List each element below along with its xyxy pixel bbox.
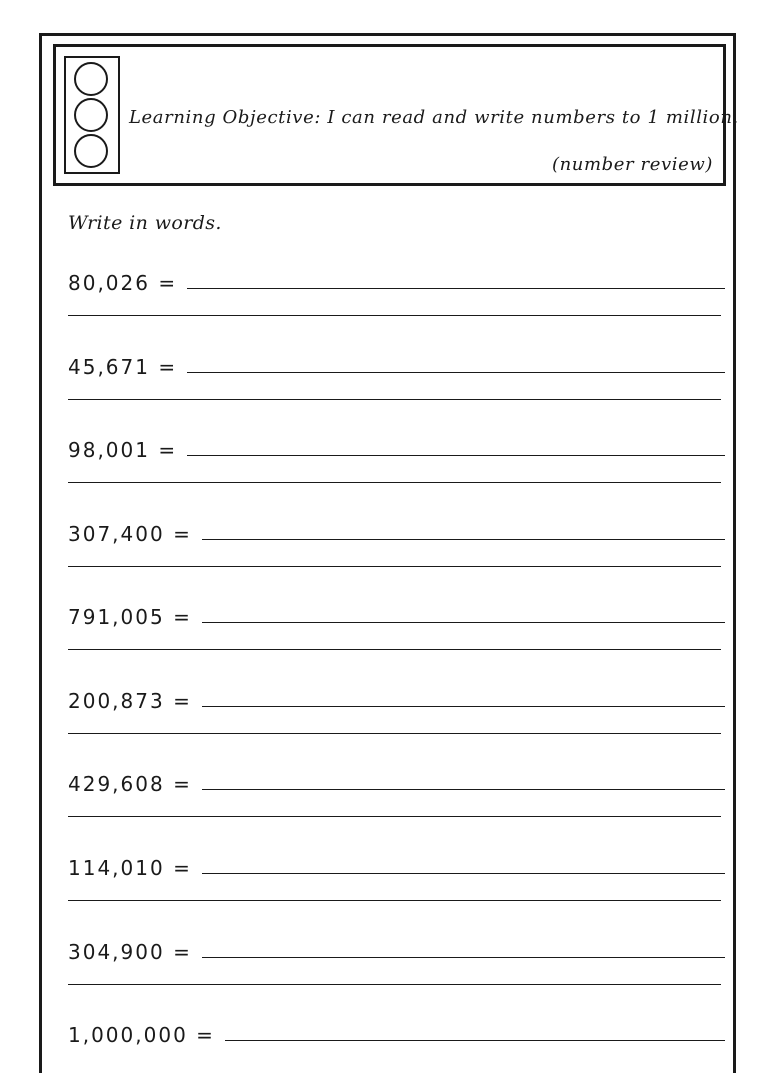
question-6 (68, 681, 725, 741)
answer-line-continued[interactable] (68, 984, 721, 985)
answer-line[interactable] (187, 372, 725, 373)
question-8 (68, 848, 725, 908)
objective-box (53, 44, 739, 186)
answer-line[interactable] (225, 1040, 725, 1041)
answer-line[interactable] (202, 539, 725, 540)
question-1 (68, 263, 725, 323)
answer-line[interactable] (187, 288, 725, 289)
objective-subtitle: (number review) (551, 154, 713, 175)
question-5 (68, 597, 725, 657)
instruction: Write in words. (68, 212, 222, 234)
answer-line-continued[interactable] (68, 566, 721, 567)
answer-line[interactable] (202, 706, 725, 707)
answer-line-continued[interactable] (68, 482, 721, 483)
question-number: 114,010 = (68, 856, 192, 880)
question-number: 200,873 = (68, 689, 192, 713)
answer-line-continued[interactable] (68, 399, 721, 400)
question-number: 80,026 = (68, 271, 178, 295)
question-number: 45,671 = (68, 355, 178, 379)
traffic-light-circle-top (74, 62, 108, 96)
answer-line[interactable] (202, 789, 725, 790)
answer-line-continued[interactable] (68, 900, 721, 901)
question-2 (68, 347, 725, 407)
answer-line-continued[interactable] (68, 315, 721, 316)
traffic-light-circle-bottom (74, 134, 108, 168)
question-number: 429,608 = (68, 772, 192, 796)
question-7 (68, 764, 725, 824)
traffic-light-circle-middle (74, 98, 108, 132)
answer-line-continued[interactable] (68, 816, 721, 817)
question-number: 1,000,000 = (68, 1023, 215, 1047)
answer-line[interactable] (187, 455, 725, 456)
question-9 (68, 932, 725, 992)
worksheet (39, 33, 739, 1073)
question-4 (68, 514, 725, 574)
answer-line[interactable] (202, 957, 725, 958)
question-number: 307,400 = (68, 522, 192, 546)
answer-line[interactable] (202, 622, 725, 623)
answer-line-continued[interactable] (68, 649, 721, 650)
question-3 (68, 430, 725, 490)
question-10 (68, 1015, 725, 1075)
question-number: 98,001 = (68, 438, 178, 462)
traffic-light-icon (64, 56, 120, 174)
answer-line-continued[interactable] (68, 733, 721, 734)
question-number: 791,005 = (68, 605, 192, 629)
learning-objective: Learning Objective: I can read and write numbers to 1 million. (129, 107, 739, 128)
question-number: 304,900 = (68, 940, 192, 964)
answer-line[interactable] (202, 873, 725, 874)
